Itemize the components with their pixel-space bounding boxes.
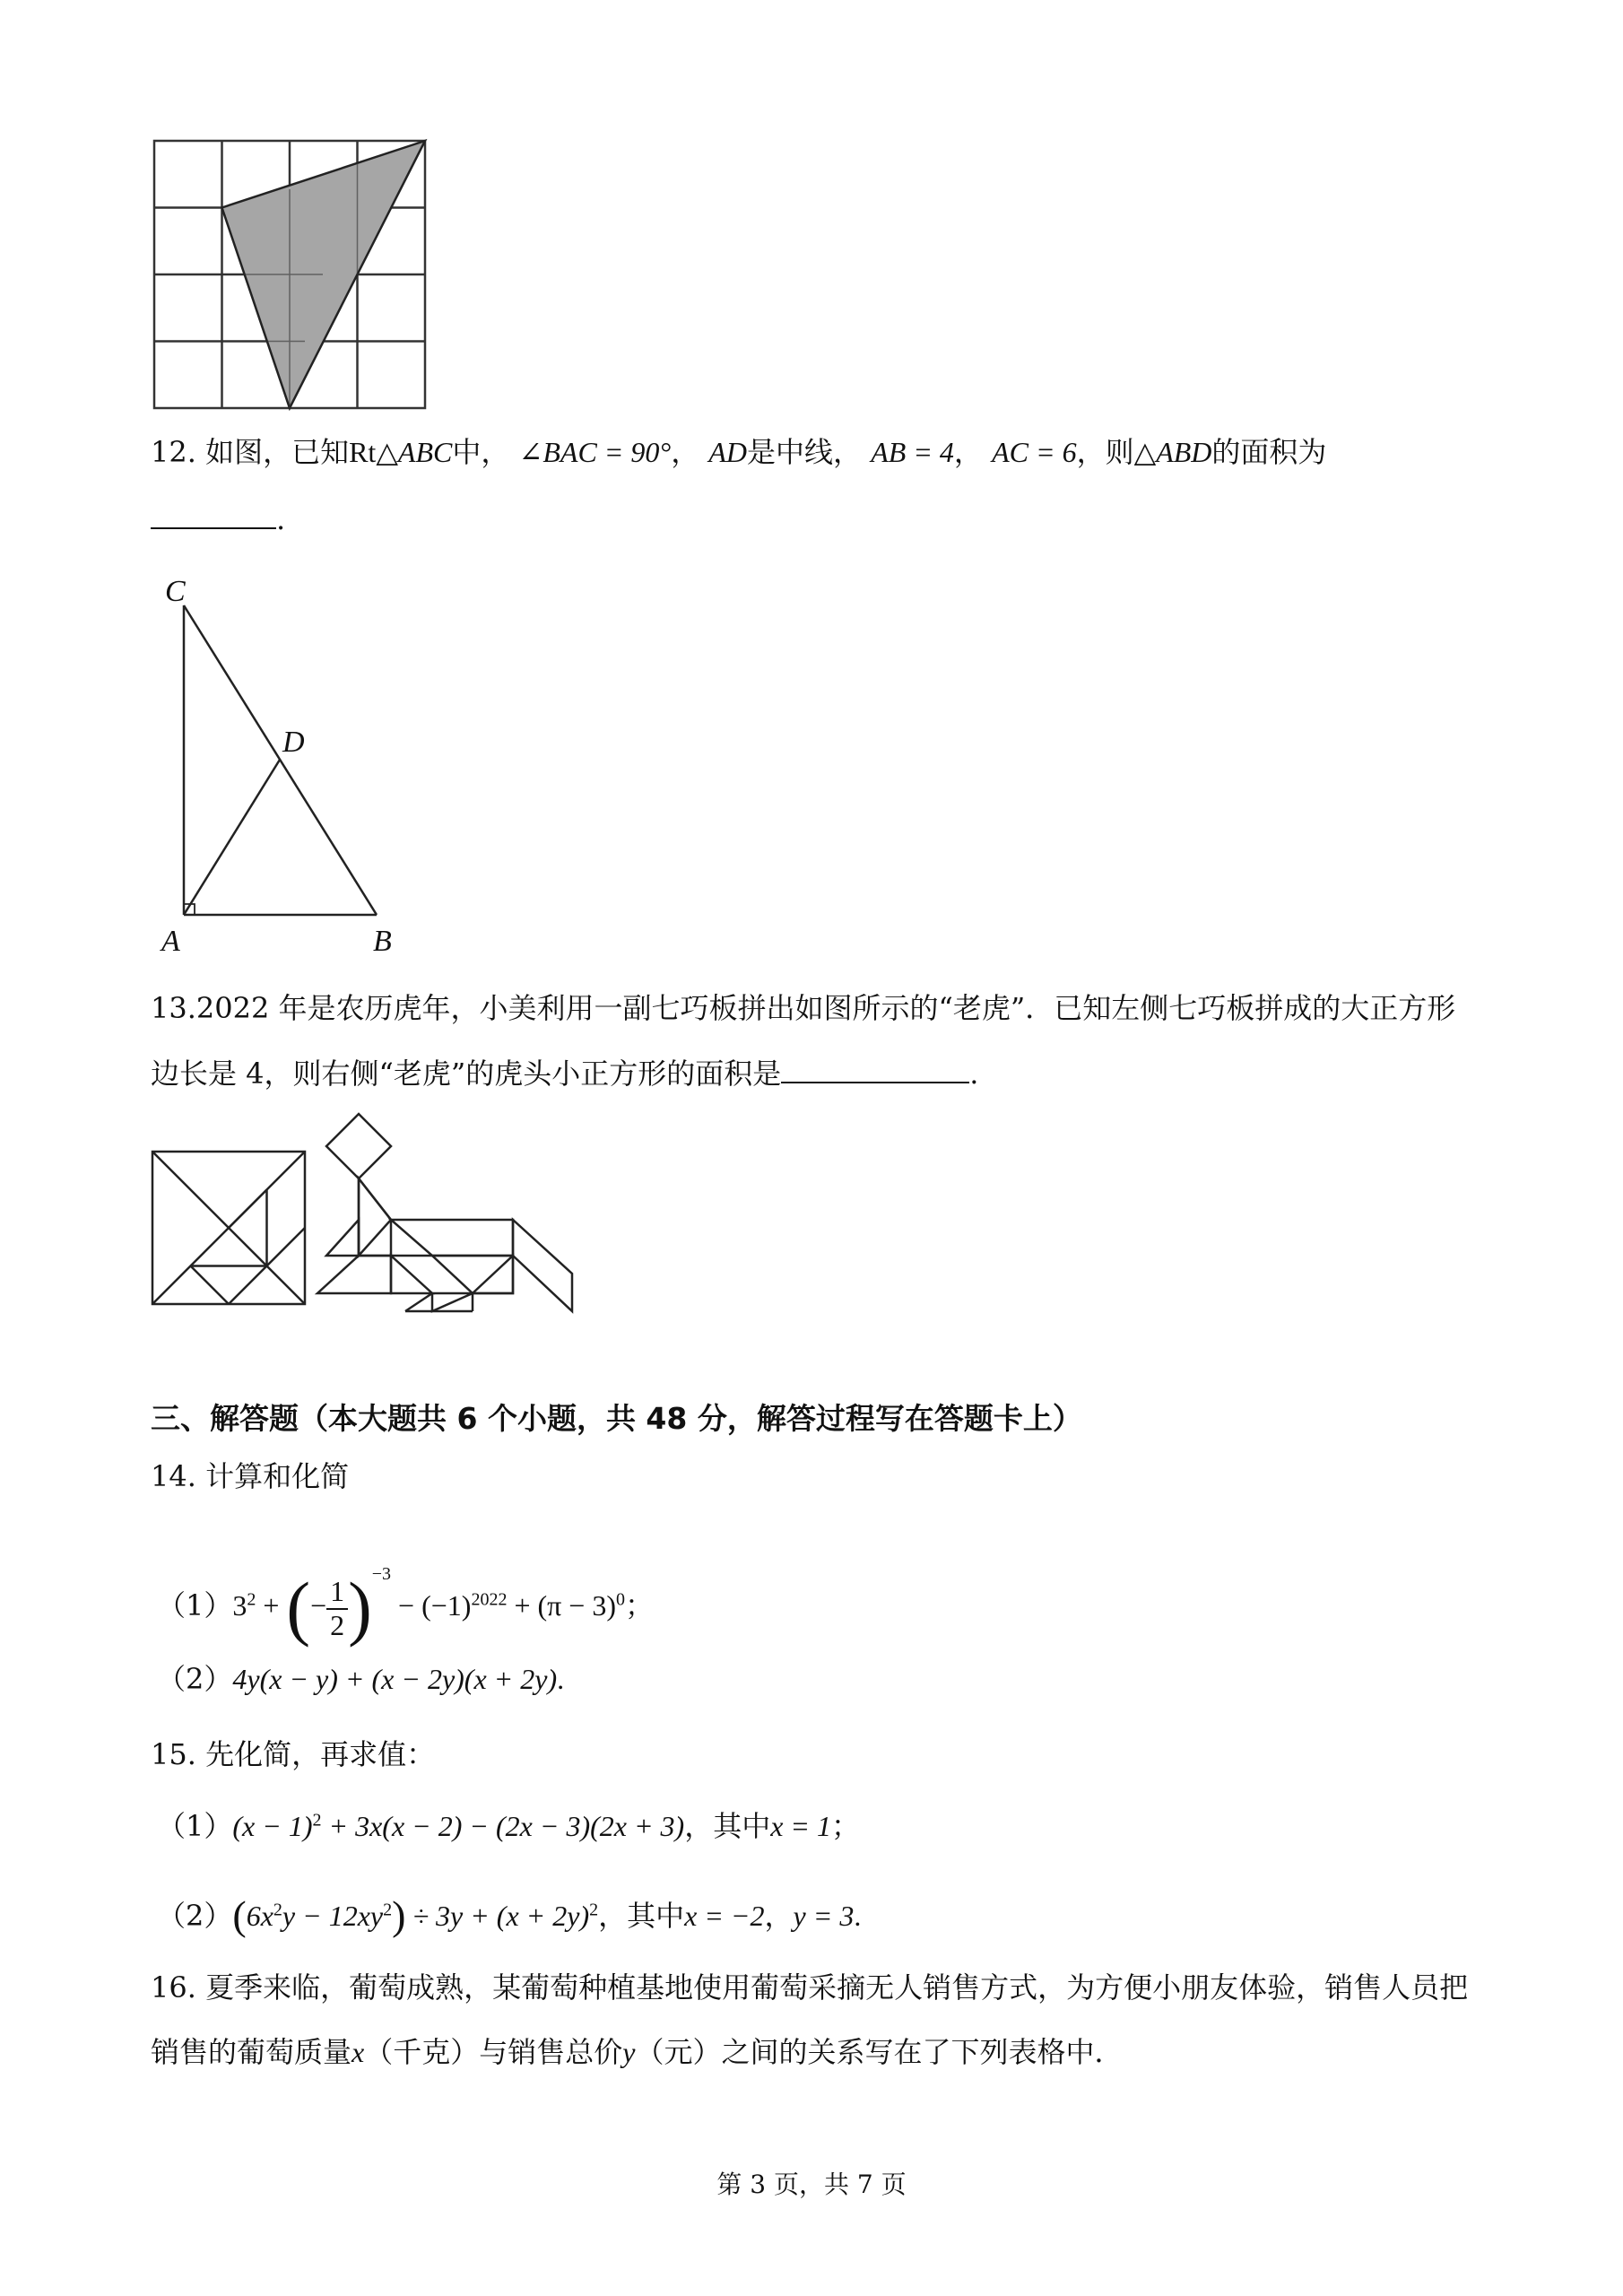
q12-answer-blank[interactable]: . <box>151 500 285 539</box>
q16-line1: 16. 夏季来临，葡萄成熟，某葡萄种植基地使用葡萄采摘无人销售方式，为方便小朋友体验，销售人员把 <box>151 1970 1469 2005</box>
label-b: B <box>373 925 392 958</box>
grid-triangle-figure <box>152 139 430 410</box>
q13-line1: 13.2022 年是农历虎年，小美利用一副七巧板拼出如图所示的“老虎”．已知左侧七巧板拼成的大正方形 <box>151 991 1456 1025</box>
q15-part1: $(1)(x - 1)^2 + 3x(x - 2) - (2x - 3)(2x + 3)$，其中x = 1； <box>157 1809 861 1843</box>
tangram-tiger-figure <box>316 1112 576 1311</box>
q14-title: 14. 计算和化简 <box>151 1459 350 1493</box>
tangram-square-figure <box>151 1150 308 1308</box>
q14-part1: $(1)3^2$ + (− $\frac{1}{2}$ )$^{-3} - (-1)^{2022} + (\pi - 3)^0$； <box>157 1564 655 1648</box>
page-footer: 第 3 页，共 7 页 <box>716 2170 907 2199</box>
q13-line2: 边长是 4，则右侧“老虎”的虎头小正方形的面积是 . <box>151 1057 979 1091</box>
q14-part2: （2）4y(x − y) + (x − 2y)(x + 2y). <box>157 1662 565 1696</box>
q15-part2: $(2)(6x^2y - 12xy^2) \div 3y + (x + 2y)^2$，其中x = −2，y = 3. <box>157 1892 862 1938</box>
section3-heading: 三、解答题（本大题共 6 个小题，共 48 分，解答过程写在答题卡上） <box>151 1401 1082 1436</box>
q13-answer-blank[interactable] <box>781 1055 969 1083</box>
q16-line2: 销售的葡萄质量x（千克）与销售总价y（元）之间的关系写在了下列表格中． <box>151 2035 1124 2069</box>
label-c: C <box>165 575 186 608</box>
label-a: A <box>161 925 180 958</box>
q15-title: 15. 先化简，再求值： <box>151 1737 436 1771</box>
triangle-abc-figure <box>161 574 412 960</box>
q12-text: 12. 如图，已知Rt△ABC中， ∠BAC = 90°， AD是中线， AB = 4， AC = 6，则△ABD的面积为 <box>151 435 1327 469</box>
label-d: D <box>282 726 305 759</box>
